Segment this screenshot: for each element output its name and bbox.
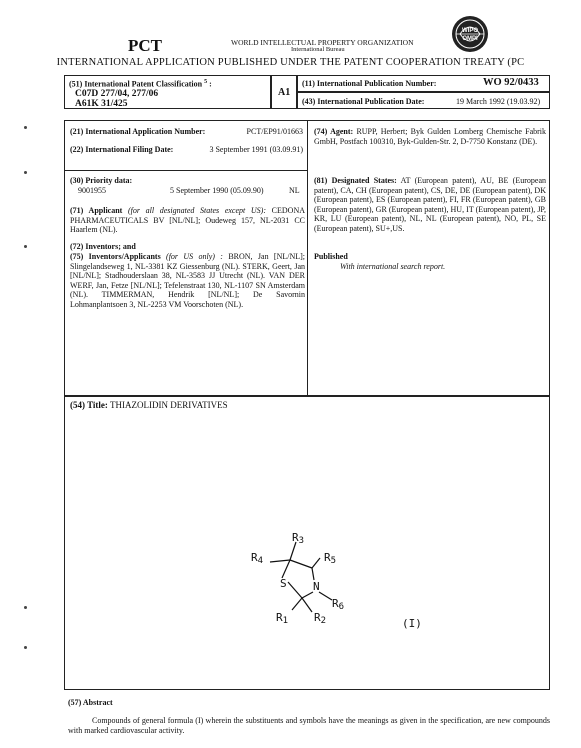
margin-mark (24, 606, 27, 609)
substituent-r6: R6 (332, 597, 345, 612)
margin-mark (24, 646, 27, 649)
inventors-label: (72) Inventors; and (70, 242, 136, 251)
inventors-block: (75) Inventors/Applicants (for US only) : BRON, Jan [NL/NL]; Slingelandseweg 1, NL-3381 KZ Giessenburg (NL). STERK, Geert, Jan [NL/NL]; Stadhouderslaan 38, NL-3583 JJ Utrecht (NL). VAN DER WERF, Jan, Fetze [NL/NL]; Tefelenstraat 130, NL-1107 SN Amsterdam (NL). TIMMERMAN, Hendrik [NL/NL]; De Savornin Lohmanplantsoen 3, NL-2253 VM Voorschoten (NL). (70, 252, 306, 309)
published-label: Published (314, 252, 348, 261)
svg-text:WIPO: WIPO (462, 28, 478, 34)
organization-name: WORLD INTELLECTUAL PROPERTY ORGANIZATION (231, 38, 414, 47)
thiazolidine-ring (240, 520, 370, 630)
column-divider (307, 120, 308, 396)
margin-mark (24, 126, 27, 129)
nitrogen-atom: N (313, 580, 320, 593)
priority-country: NL (289, 186, 300, 195)
substituent-r3: R3 (292, 531, 305, 546)
publication-date-label: (43) International Publication Date: (302, 97, 425, 106)
publication-number-label: (11) International Publication Number: (302, 79, 437, 88)
kind-code-box (271, 75, 297, 109)
substituent-r5: R5 (324, 551, 337, 566)
priority-number: 9001955 (78, 186, 106, 195)
margin-mark (24, 171, 27, 174)
document-heading: INTERNATIONAL APPLICATION PUBLISHED UNDER THE PATENT COOPERATION TREATY (PC (56, 57, 525, 68)
priority-date: 5 September 1990 (05.09.90) (170, 186, 264, 195)
agent-block: (74) Agent: RUPP, Herbert; Byk Gulden Lomberg Chemische Fabrik GmbH, Postfach 100310, Byk-Gulden-Str. 2, D-7750 Konstanz (DE). (314, 127, 547, 146)
organization-subname: International Bureau (291, 46, 345, 53)
title-row: (54) Title: THIAZOLIDIN DERIVATIVES (70, 400, 228, 410)
kind-code: A1 (278, 87, 291, 98)
svg-text:OMPI: OMPI (462, 36, 478, 42)
classification-line1: C07D 277/04, 277/06 (75, 89, 159, 99)
designated-states-block: (81) Designated States: AT (European patent), AU, BE (European patent), CA, CH (European patent), CS, DE, DE (European patent), DK (European patent), ES (European patent), FI, FR (European patent), GB (European patent), GR (European patent), HU, IT (European patent), JP, KR, LU (European patent), NL, NL (European patent), NO, PL, SE (European patent), SU+,US. (314, 176, 546, 233)
publication-date-box (297, 92, 550, 109)
classification-box (64, 75, 271, 109)
pct-logo-text: PCT (128, 36, 162, 55)
abstract-text: Compounds of general formula (I) wherein the substituents and symbols have the meanings as given in the specification, are new compounds with marked cardiovascular activity. (68, 716, 550, 735)
wipo-seal-icon (451, 15, 489, 53)
substituent-r4: R4 (251, 551, 264, 566)
publication-number-box (297, 75, 550, 92)
priority-label: (30) Priority data: (70, 176, 133, 185)
classification-label: (51) International Patent Classification $^5$ : (69, 79, 212, 89)
application-number-row: (21) International Application Number: PCT/EP91/01663 (70, 127, 303, 136)
sulfur-atom: S (280, 577, 287, 590)
substituent-r2: R2 (314, 611, 327, 626)
applicant-block: (71) Applicant (for all designated States except US): CEDONA PHARMACEUTICALS BV [NL/NL]; Oudeweg 157, NL-2031 CC Haarlem (NL). (70, 206, 306, 234)
substituent-r1: R1 (276, 611, 289, 626)
published-text: With international search report. (340, 262, 446, 271)
abstract-label: (57) Abstract (68, 698, 113, 707)
row-divider (64, 170, 307, 171)
classification-line2: A61K 31/425 (75, 99, 128, 109)
margin-mark (24, 245, 27, 248)
filing-date-row: (22) International Filing Date: 3 September 1991 (03.09.91) (70, 145, 303, 154)
formula-label: (I) (402, 617, 422, 630)
publication-number: WO 92/0433 (483, 77, 539, 88)
publication-date: 19 March 1992 (19.03.92) (456, 97, 541, 106)
